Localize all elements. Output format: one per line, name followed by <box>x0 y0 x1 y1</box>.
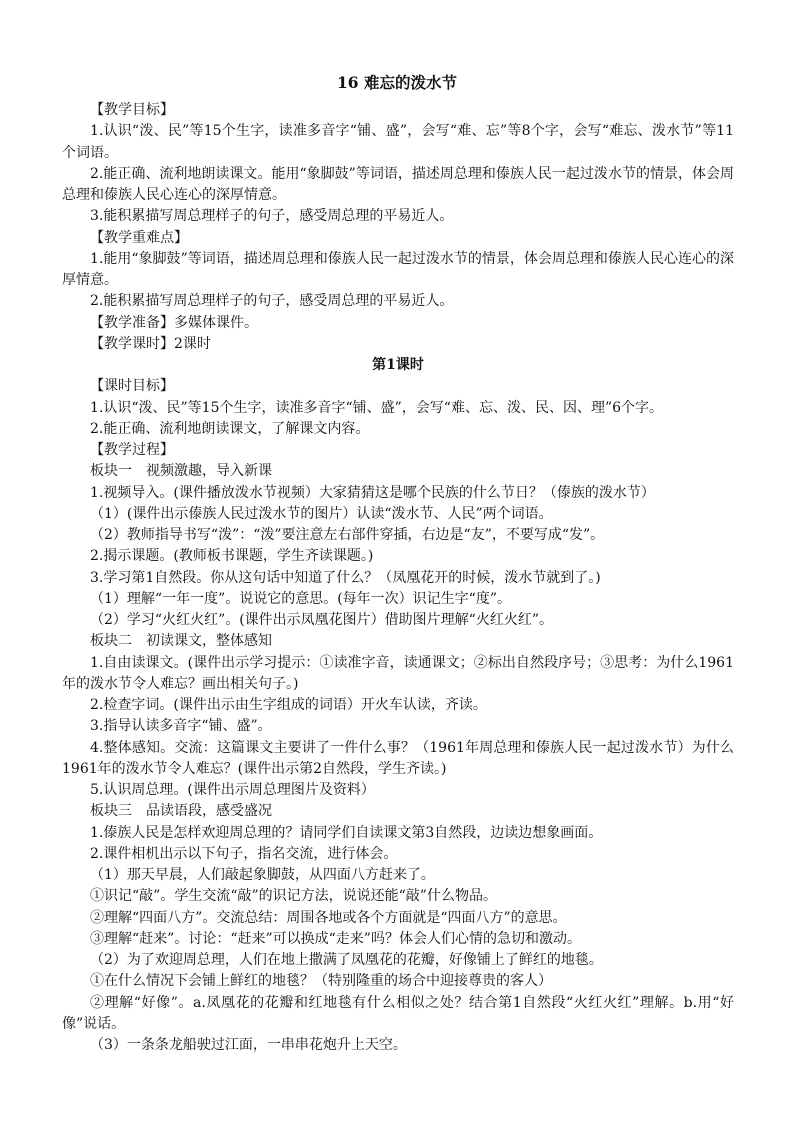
text-line: 2.能正确、流利地朗读课文。能用“象脚鼓”等词语，描述周总理和傣族人民一起过泼水节的情景，体会周总理和傣族人民心连心的深厚情意。 <box>62 165 734 203</box>
page-title: 16 难忘的泼水节 <box>337 73 457 92</box>
text-line: （3）一条条龙船驶过江面，一串串花炮升上天空。 <box>90 1037 407 1053</box>
text-line: 【教学过程】 <box>90 442 174 458</box>
text-line: （1）理解“一年一度”。说说它的意思。(每年一次）识记生字“度”。 <box>90 590 511 607</box>
text-line: 2.课件相机出示以下句子，指名交流，进行体会。 <box>90 845 398 862</box>
text-line: 1.视频导入。(课件播放泼水节视频）大家猜猜这是哪个民族的什么节日？（傣族的泼水节） <box>90 484 655 501</box>
text-line: 5.认识周总理。(课件出示周总理图片及资料） <box>90 782 375 798</box>
text-line: 4.整体感知。交流：这篇课文主要讲了一件什么事？（1961年周总理和傣族人民一起过泼水节）为什么1961年的泼水节令人难忘？(课件出示第2自然段，学生齐读。) <box>62 739 734 777</box>
text-line: 【教学目标】 <box>90 102 174 118</box>
text-line: 板块三 品读语段，感受盛况 <box>90 803 272 820</box>
text-line: 3.指导认读多音字“铺、盛”。 <box>90 718 272 735</box>
text-line: 2.能积累描写周总理样子的句子，感受周总理的平易近人。 <box>90 293 454 310</box>
text-line: 【教学准备】多媒体课件。 <box>90 314 258 331</box>
text-line: （2）教师指导书写“泼”：“泼”要注意左右部件穿插，右边是“友”，不要写成“发”。 <box>90 527 605 543</box>
text-line: 【教学重难点】 <box>90 229 188 246</box>
text-line: 1.傣族人民是怎样欢迎周总理的？请同学们自读课文第3自然段，边读边想象画面。 <box>90 824 603 841</box>
text-line: ①识记“敲”。学生交流“敲”的识记方法，说说还能“敲”什么物品。 <box>90 888 497 905</box>
text-line: ②理解“好像”。a.凤凰花的花瓣和红地毯有什么相似之处？结合第1自然段“火红火红”理解。b.用“好像”说话。 <box>62 994 734 1032</box>
text-line: 1.自由读课文。(课件出示学习提示：①读准字音，读通课文；②标出自然段序号；③思考：为什么1961年的泼水节令人难忘？画出相关句子。) <box>62 654 734 692</box>
document-body <box>62 100 734 1056</box>
text-line: ①在什么情况下会铺上鲜红的地毯？（特别隆重的场合中迎接尊贵的客人） <box>90 973 552 990</box>
text-line: （1）那天早晨，人们敲起象脚鼓，从四面八方赶来了。 <box>90 867 435 883</box>
text-line: 2.检查字词。(课件出示由生字组成的词语）开火车认读，齐读。 <box>90 697 487 713</box>
text-line: ②理解“四面八方”。交流总结：周围各地或各个方面就是“四面八方”的意思。 <box>90 909 567 926</box>
text-line: （2）学习“火红火红”。(课件出示凤凰花图片）借助图片理解“火红火红”。 <box>90 612 553 628</box>
text-line: ③理解“赶来”。讨论：“赶来”可以换成“走来”吗？体会人们心情的急切和激动。 <box>90 930 581 947</box>
text-line: 3.学习第1自然段。你从这句话中知道了什么？（凤凰花开的时候，泼水节就到了。) <box>90 569 601 586</box>
text-line: 1.认识“泼、民”等15个生字，读准多音字“铺、盛”，会写“难、忘、泼、民、因、理”6个字。 <box>90 399 664 416</box>
text-line: 板块二 初读课文，整体感知 <box>90 633 272 650</box>
text-line: 板块一 视频激趣，导入新课 <box>90 463 272 480</box>
text-line: 1.能用“象脚鼓”等词语，描述周总理和傣族人民一起过泼水节的情景，体会周总理和傣族人民心连心的深厚情意。 <box>62 250 734 288</box>
text-line: 1.认识“泼、民”等15个生字，读准多音字“铺、盛”，会写“难、忘”等8个字，会写“难忘、泼水节”等11个词语。 <box>62 123 734 161</box>
text-line: 3.能积累描写周总理样子的句子，感受周总理的平易近人。 <box>90 208 454 225</box>
section-heading: 第1课时 <box>372 357 424 373</box>
text-line: （1）(课件出示傣族人民过泼水节的图片）认读“泼水节、人民”两个词语。 <box>90 505 553 522</box>
text-line: （2）为了欢迎周总理，人们在地上撒满了凤凰花的花瓣，好像铺上了鲜红的地毯。 <box>90 952 603 968</box>
text-line: 【教学课时】2课时 <box>90 335 211 352</box>
text-line: 2.能正确、流利地朗读课文，了解课文内容。 <box>90 420 370 437</box>
text-line: 【课时目标】 <box>90 378 174 395</box>
text-line: 2.揭示课题。(教师板书课题，学生齐读课题。) <box>90 548 374 565</box>
